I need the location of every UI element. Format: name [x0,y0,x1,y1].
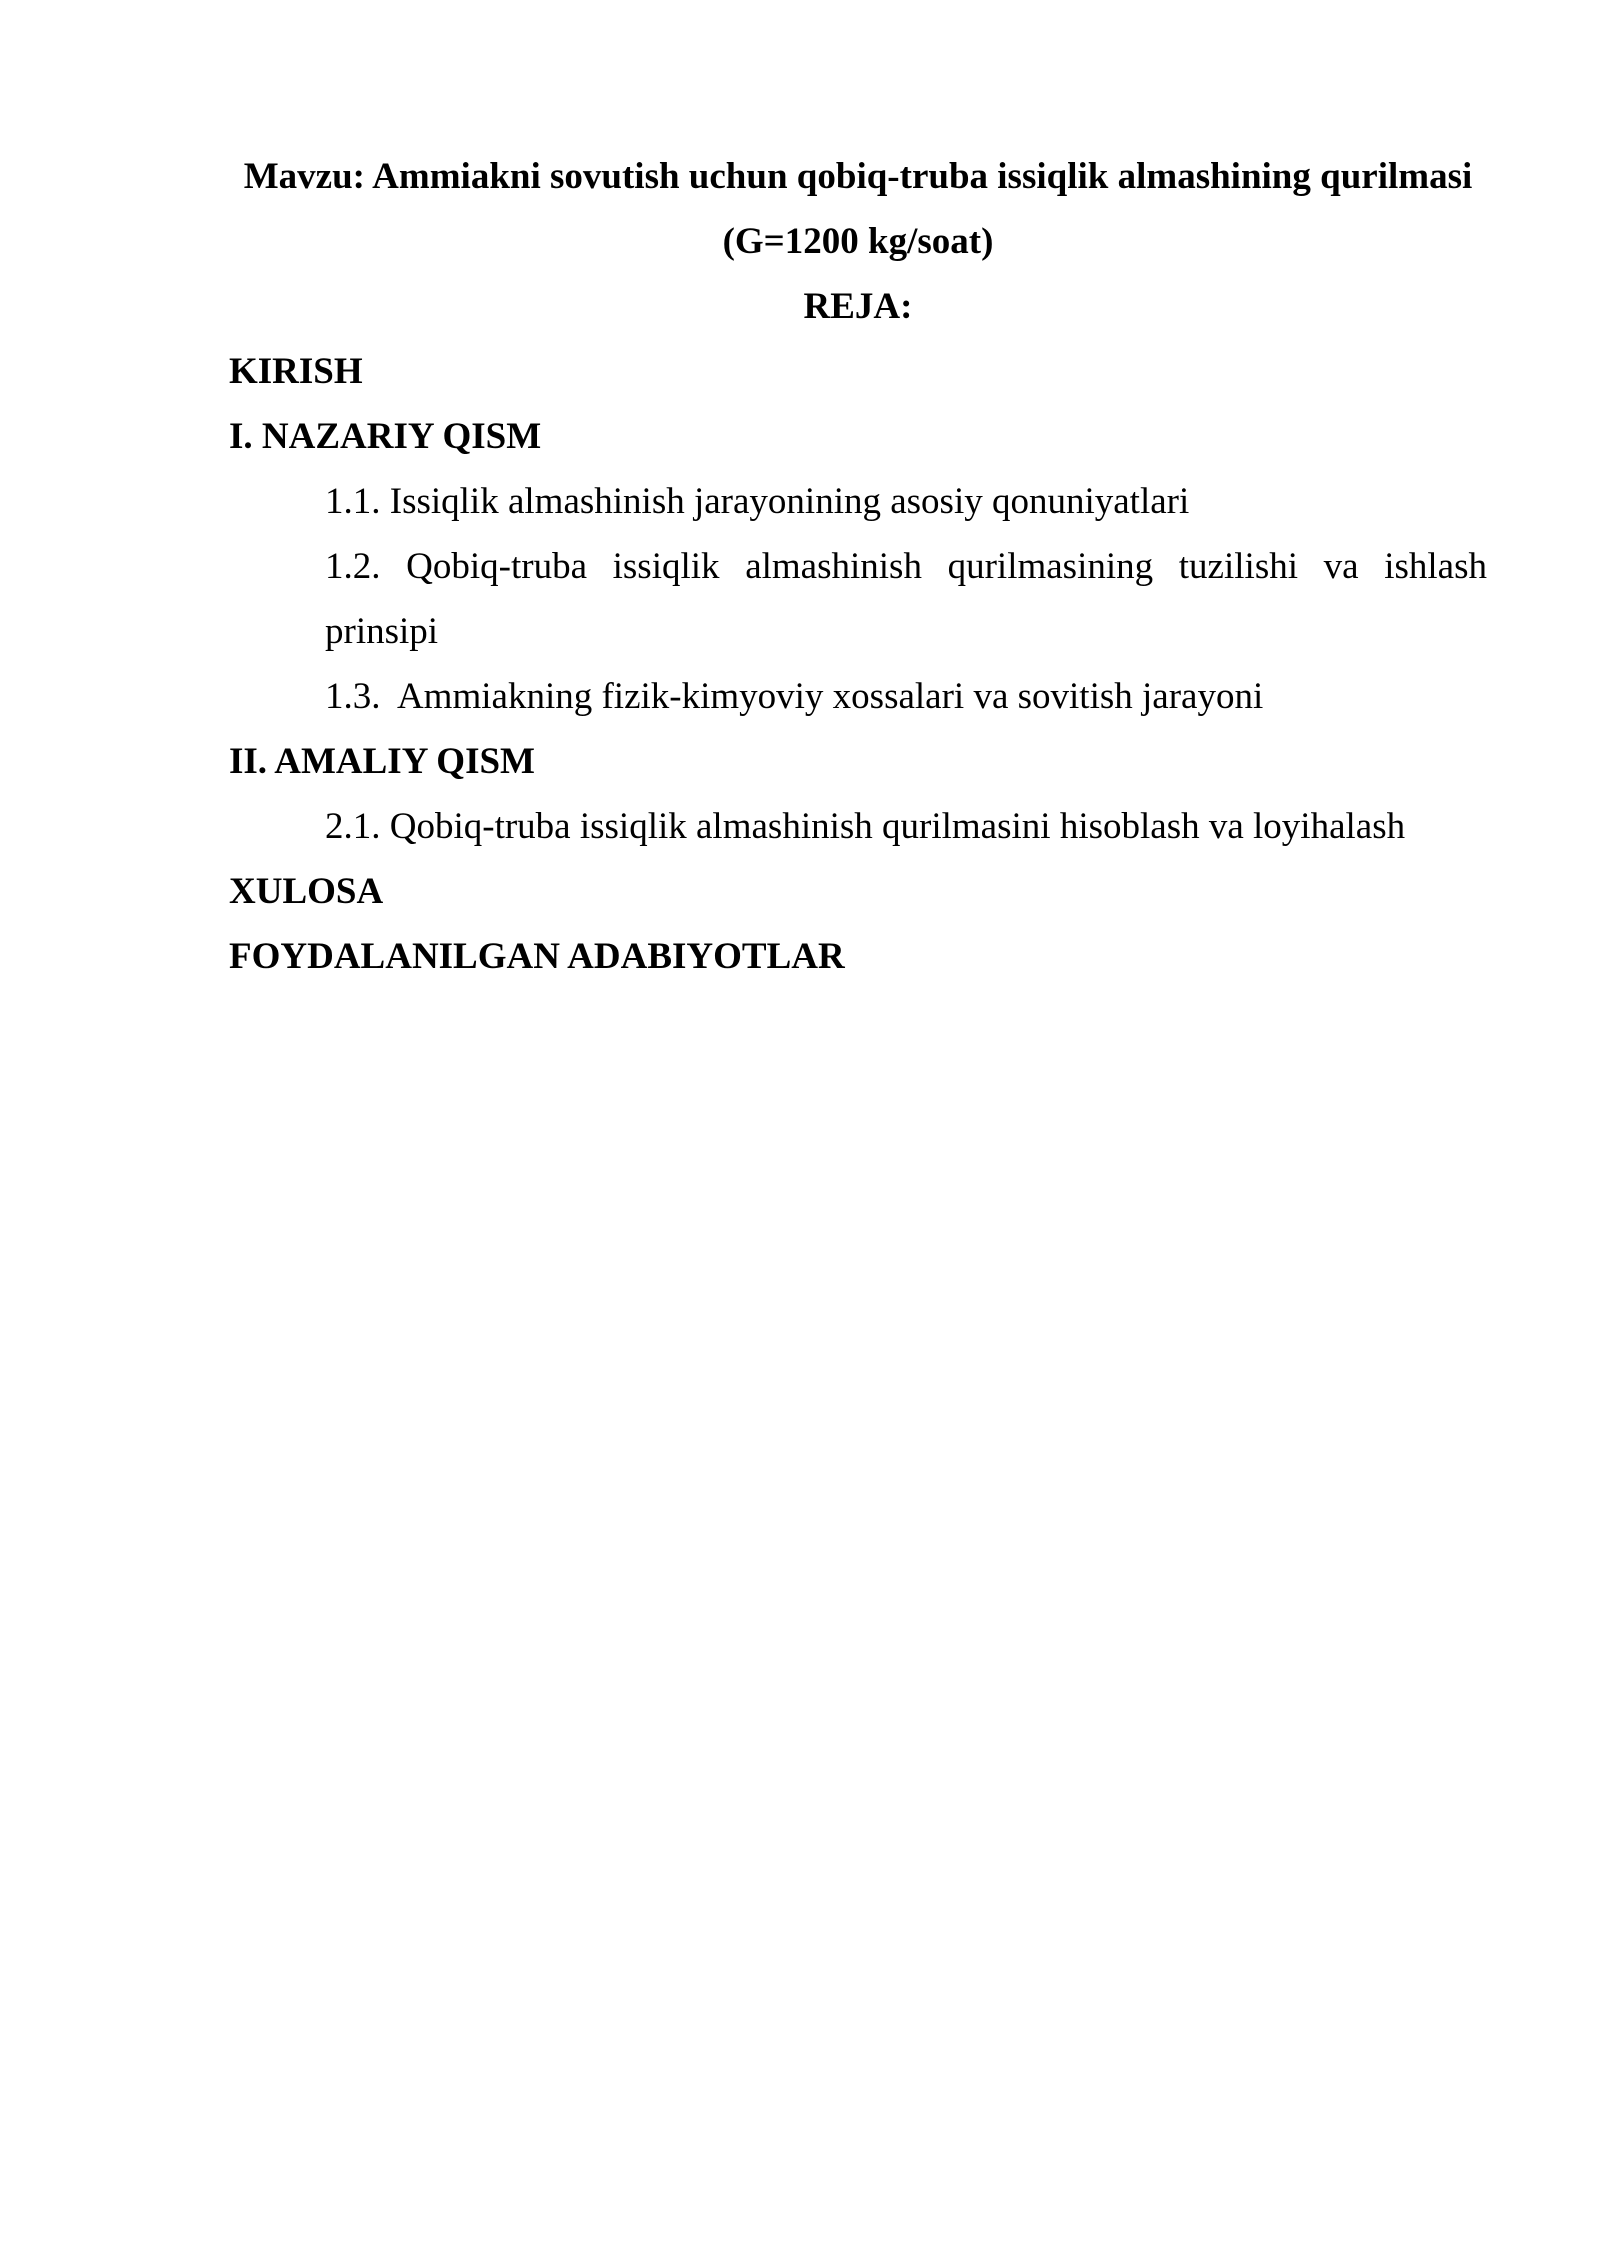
section-part2-heading: II. AMALIY QISM [229,741,535,782]
plan-content [229,144,1487,989]
list-item-1-2-line-1: 1.2. Qobiq-truba issiqlik almashinish qurilmasining tuzilishi va ishlash [325,546,1487,587]
list-item-1-3: 1.3. Ammiakning fizik-kimyoviy xossalari va sovitish jarayoni [325,676,1264,717]
section-conclusion: XULOSA [229,871,384,912]
list-item-1-1: 1.1. Issiqlik almashinish jarayonining asosiy qonuniyatlari [325,481,1190,522]
list-item-2-1: 2.1. Qobiq-truba issiqlik almashinish qurilmasini hisoblash va loyihalash [325,806,1406,847]
section-intro: KIRISH [229,351,363,392]
document-title-line-1: Mavzu: Ammiakni sovutish uchun qobiq-truba issiqlik almashining qurilmasi [243,156,1473,197]
section-part1-heading: I. NAZARIY QISM [229,416,542,457]
list-item-1-2 [229,534,1487,664]
document-title-line-2: (G=1200 kg/soat) [722,221,994,262]
plan-heading: REJA: [803,286,913,327]
list-item-1-2-line-2: prinsipi [325,611,439,652]
section-references: FOYDALANILGAN ADABIYOTLAR [229,936,845,977]
